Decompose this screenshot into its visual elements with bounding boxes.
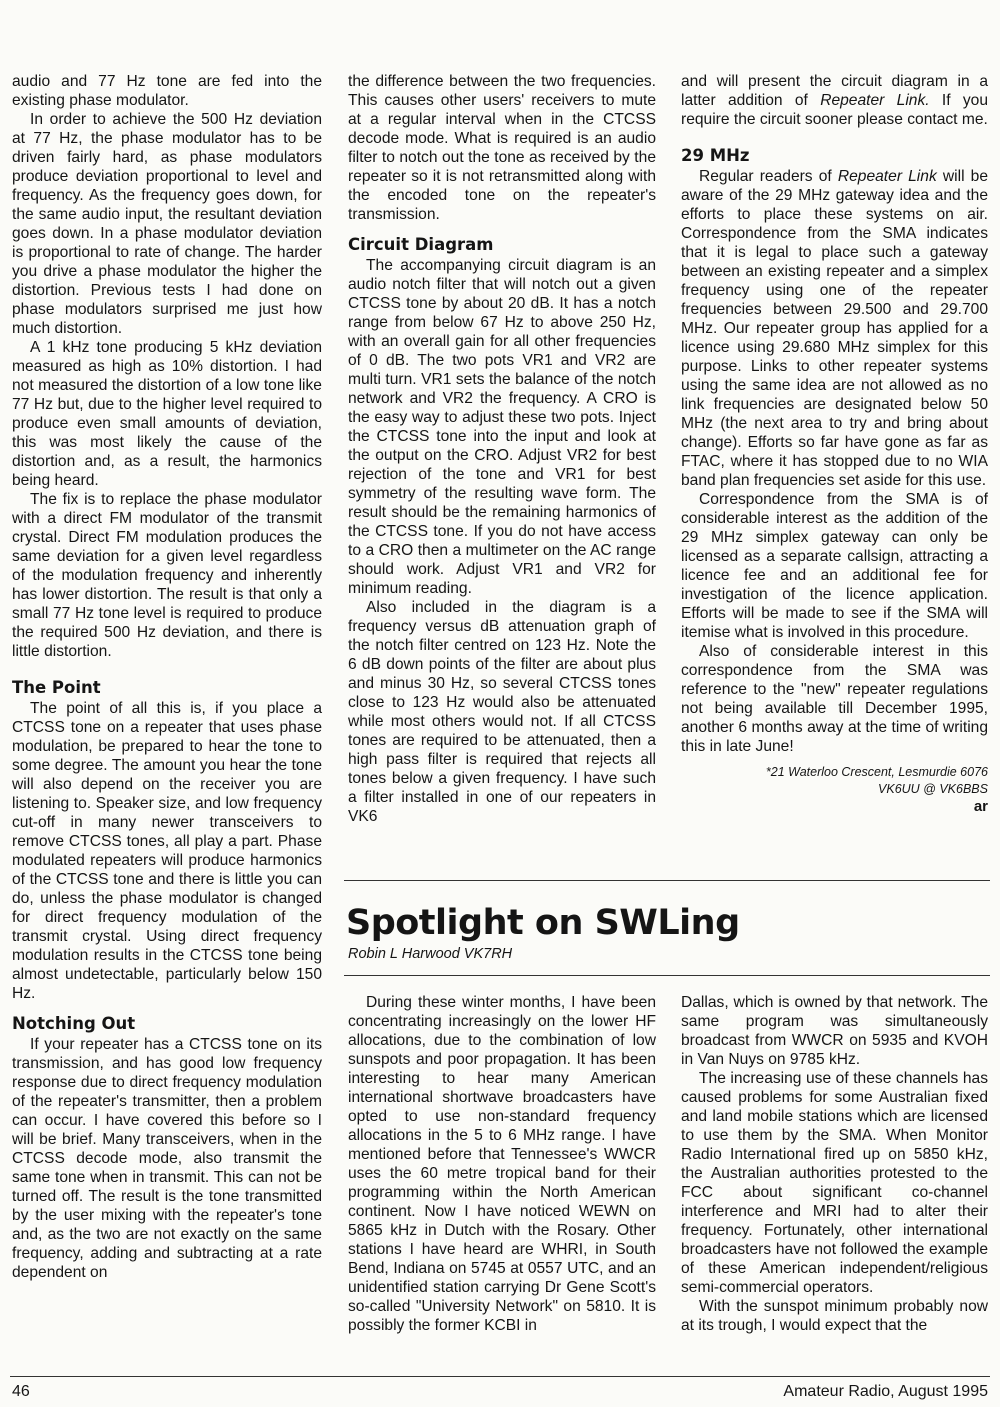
column-3 bbox=[681, 72, 988, 816]
publication-name: Repeater Link. bbox=[820, 92, 930, 109]
paragraph: the difference between the two frequencies. This causes other users' receivers to mute at a regular interval when in the CTCSS decode mode. What is required is an audio filter to notch out the tone as received by the repeater so it is not retransmitted along with the encoded tone on the repeater's transmission. bbox=[348, 73, 656, 223]
section-heading-circuit-diagram: Circuit Diagram bbox=[348, 235, 494, 254]
publication-name: Repeater Link bbox=[837, 168, 937, 185]
page-number: 46 bbox=[12, 1383, 30, 1400]
paragraph: audio and 77 Hz tone are fed into the existing phase modulator. bbox=[12, 73, 322, 109]
column-2 bbox=[348, 72, 656, 826]
article-title: Spotlight on SWLing bbox=[346, 903, 740, 943]
author-callsign: VK6UU @ VK6BBS bbox=[878, 782, 988, 796]
paragraph: The increasing use of these channels has caused problems for some Australian fixed and land mobile stations which are licensed to use them by the SMA. When Monitor Radio International fired up on 5850 kHz, the Australian authorities protested to the FCC about significant co-channel interference and MRI had to alter their frequency. Fortunately, other international broadcasters have not followed the example of these American independent/religious semi-commercial operators. bbox=[681, 1070, 988, 1296]
paragraph: Dallas, which is owned by that network. The same program was simultaneously broadcast from WWCR on 5935 and KVOH in Van Nuys on 9785 kHz. bbox=[681, 994, 988, 1068]
end-of-article-mark: ar bbox=[973, 798, 988, 815]
text-run: will be aware of the 29 MHz gateway idea and the efforts to place these systems on air. Correspondence from the SMA indicates that it is legal to place such a gateway between an existing repeater and a simplex frequency using one of the repeater frequencies between 29.500 and 29.700 MHz. Our repeater group has applied for a licence using 29.680 MHz simplex for this purpose. Links to other repeater systems using the same idea are not allowed as no link frequencies are designated below 50 MHz (the next area to try and bring about change). Efforts so far have gone as far as FTAC, where it has stopped due to no WIA band plan frequencies set aside for this use. bbox=[681, 168, 988, 489]
footer-rule bbox=[10, 1376, 990, 1377]
author-address: *21 Waterloo Crescent, Lesmurdie 6076 bbox=[765, 765, 988, 779]
divider bbox=[344, 880, 990, 881]
paragraph bbox=[681, 72, 988, 129]
text-run: and will present the circuit diagram in a latter addition of bbox=[681, 73, 988, 109]
article-column-1 bbox=[348, 993, 656, 1335]
paragraph: In order to achieve the 500 Hz deviation at 77 Hz, the phase modulator has to be driven fairly hard, as phase modulators produce deviation proportional to level and frequency. As the frequency goes down, for the same audio input, the resultant deviation goes down. In a phase modulator deviation is proportional to rate of change. The harder you drive a phase modulator the higher the distortion. Previous tests I had done on phase modulators surprised me just how much distortion. bbox=[12, 111, 322, 337]
paragraph: The point of all this is, if you place a CTCSS tone on a repeater that uses phase modulation, be prepared to hear the tone to some degree. The amount you hear the tone will also depend on the receiver you are listening to. Speaker size, and low frequency cut-off in many newer transceivers to remove CTCSS tones, all play a part. Phase modulated repeaters will produce harmonics of the CTCSS tone and there is little you can do, unless the phase modulator is changed for direct frequency modulation of the transmit crystal. Using direct frequency modulation results in the CTCSS tone being almost undetectable, particularly below 150 Hz. bbox=[12, 700, 322, 1002]
section-heading-the-point: The Point bbox=[12, 678, 101, 697]
paragraph: Also of considerable interest in this correspondence from the SMA was reference to the "new" repeater regulations not being available till December 1995, another 6 months away at the time of writing this in late June! bbox=[681, 643, 988, 755]
article-column-2 bbox=[681, 993, 988, 1335]
text-run: If you require the circuit sooner please contact me. bbox=[681, 92, 988, 128]
paragraph: With the sunspot minimum probably now at its trough, I would expect that the bbox=[681, 1298, 988, 1334]
paragraph: The accompanying circuit diagram is an audio notch filter that will notch out a given CTCSS tone by about 20 dB. It has a notch range from below 67 Hz to above 250 Hz, with an overall gain for all other frequencies of 0 dB. The two pots VR1 and VR2 are multi turn. VR1 sets the balance of the notch network and VR2 the frequency. A CRO is the easy way to adjust these two pots. Inject the CTCSS tone into the input and look at the output on the CRO. Adjust VR2 for best rejection of the tone and VR1 for best symmetry of the resulting wave form. The result should be the remaining harmonics of the CTCSS tone. If you do not have access to a CRO then a multimeter on the AC range should work. Adjust VR1 and VR2 for minimum reading. bbox=[348, 257, 656, 597]
paragraph: During these winter months, I have been concentrating increasingly on the lower HF allocations, due to the combination of low sunspots and poor propagation. It has been interesting to hear many American international shortwave broadcasters have opted to use non-standard frequency allocations in the 5 to 6 MHz range. I have mentioned before that Tennessee's WWCR uses the 60 metre tropical band for their programming within the North American continent. Now I have noticed WEWN on 5865 kHz in Dutch with the Rosary. Other stations I have heard are WHRI, in South Bend, Indiana on 5745 at 0557 UTC, and an unidentified station carrying Dr Gene Scott's so-called "University Network" on 5810. It is possibly the former KCBI in bbox=[348, 994, 656, 1334]
paragraph: Correspondence from the SMA is of considerable interest as the addition of the 29 MHz simplex gateway can only be licensed as a separate callsign, attracting a licence fee and an additional fee for investigation of the licence application. Efforts will be made to see if the SMA will itemise what is involved in this procedure. bbox=[681, 491, 988, 641]
column-1 bbox=[12, 72, 322, 1282]
article-byline: Robin L Harwood VK7RH bbox=[348, 946, 513, 962]
footer-publication: Amateur Radio, August 1995 bbox=[783, 1383, 988, 1400]
divider bbox=[344, 975, 990, 976]
text-run: Regular readers of bbox=[699, 168, 838, 185]
paragraph: The fix is to replace the phase modulator with a direct FM modulator of the transmit crystal. Direct FM modulation produces the same deviation for a given level regardless of the modulation frequency and inherently has lower distortion. The result is that only a small 77 Hz tone level is required to produce the required 500 Hz deviation, and there is little distortion. bbox=[12, 491, 322, 660]
paragraph: If your repeater has a CTCSS tone on its transmission, and has good low frequency response due to direct frequency modulation of the repeater's transmitter, then a problem can occur. I have covered this before so I will be brief. Many transceivers, when in the CTCSS decode mode, also transmit the same tone when in transmit. This can not be turned off. The result is the tone transmitted by the user mixing with the repeater's tone and, as the two are not exactly on the same frequency, adding and subtracting at a rate dependent on bbox=[12, 1036, 322, 1281]
section-heading-29-mhz: 29 MHz bbox=[681, 146, 750, 165]
paragraph: A 1 kHz tone producing 5 kHz deviation measured as high as 10% distortion. I had not measured the distortion of a low tone like 77 Hz but, due to the higher level required to produce even small amounts of deviation, this was most likely the cause of the distortion and, as a result, the harmonics being heard. bbox=[12, 339, 322, 489]
paragraph bbox=[681, 167, 988, 490]
section-heading-notching-out: Notching Out bbox=[12, 1014, 136, 1033]
paragraph: Also included in the diagram is a frequency versus dB attenuation graph of the notch filter centred on 123 Hz. Note the 6 dB down points of the filter are about plus and minus 30 Hz, so several CTCSS tones close to 123 Hz would also be attenuated while most others would not. If all CTCSS tones are required to be attenuated, then a high pass filter is required that rejects all tones below a given frequency. I have such a filter installed in one of our repeaters in VK6 bbox=[348, 599, 656, 825]
